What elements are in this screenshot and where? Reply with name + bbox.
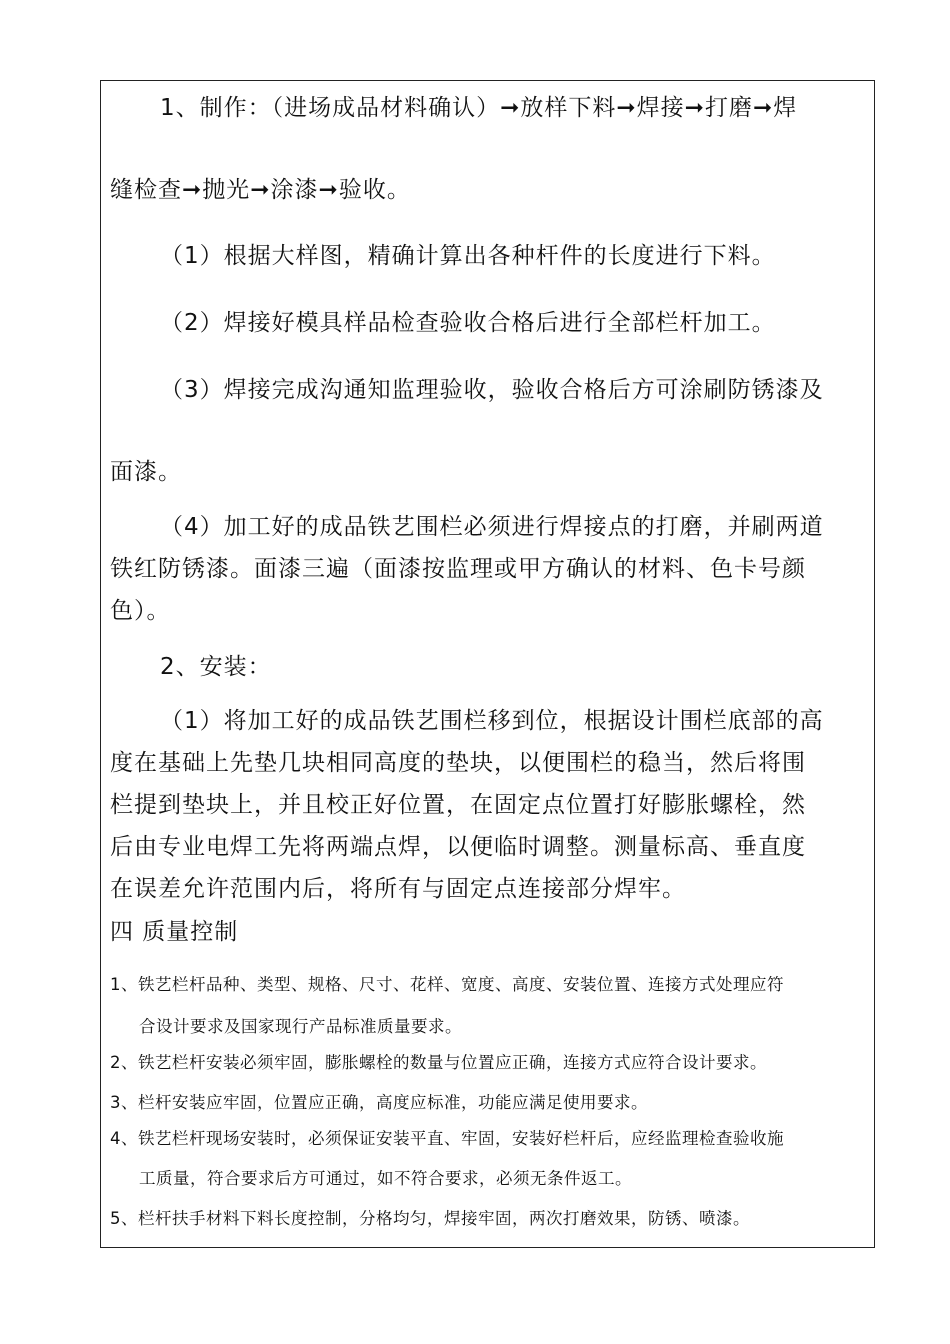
making-step-3-line1: （3）焊接完成沟通知监理验收，验收合格后方可涂刷防锈漆及 (160, 377, 824, 403)
making-step-1: （1）根据大样图，精确计算出各种杆件的长度进行下料。 (160, 243, 776, 269)
quality-item-4-line2: 工质量，符合要求后方可通过，如不符合要求，必须无条件返工。 (139, 1169, 632, 1188)
making-step-4-line1: （4）加工好的成品铁艺围栏必须进行焊接点的打磨，并刷两道 (160, 514, 824, 540)
install-para-line4: 后由专业电焊工先将两端点焊，以便临时调整。测量标高、垂直度 (110, 834, 806, 860)
quality-item-3: 3、栏杆安装应牢固，位置应正确，高度应标准，功能应满足使用要求。 (110, 1093, 648, 1112)
install-para-line3: 栏提到垫块上，并且校正好位置，在固定点位置打好膨胀螺栓，然 (110, 792, 806, 818)
quality-heading: 四 质量控制 (110, 919, 239, 945)
making-step-2: （2）焊接好模具样品检查验收合格后进行全部栏杆加工。 (160, 310, 776, 336)
making-step-3-line2: 面漆。 (110, 459, 182, 485)
quality-item-1-line2: 合设计要求及国家现行产品标准质量要求。 (139, 1017, 462, 1036)
quality-item-5: 5、栏杆扶手材料下料长度控制，分格均匀，焊接牢固，两次打磨效果，防锈、喷漆。 (110, 1209, 750, 1228)
install-para-line1: （1）将加工好的成品铁艺围栏移到位，根据设计围栏底部的高 (160, 708, 824, 734)
making-heading-line1: 1、制作：（进场成品材料确认）➞放样下料➞焊接➞打磨➞焊 (160, 95, 798, 121)
making-heading-line2: 缝检查➞抛光➞涂漆➞验收。 (110, 177, 411, 203)
making-step-4-line2: 铁红防锈漆。面漆三遍（面漆按监理或甲方确认的材料、色卡号颜 (110, 556, 806, 582)
quality-item-2: 2、铁艺栏杆安装必须牢固，膨胀螺栓的数量与位置应正确，连接方式应符合设计要求。 (110, 1053, 767, 1072)
install-para-line2: 度在基础上先垫几块相同高度的垫块，以便围栏的稳当，然后将围 (110, 750, 806, 776)
making-step-4-line3: 色）。 (110, 598, 171, 624)
quality-item-1-line1: 1、铁艺栏杆品种、类型、规格、尺寸、花样、宽度、高度、安装位置、连接方式处理应符 (110, 975, 784, 994)
install-heading: 2、安装： (160, 654, 272, 680)
install-para-line5: 在误差允许范围内后，将所有与固定点连接部分焊牢。 (110, 876, 686, 902)
quality-item-4-line1: 4、铁艺栏杆现场安装时，必须保证安装平直、牢固，安装好栏杆后，应经监理检查验收施 (110, 1129, 784, 1148)
